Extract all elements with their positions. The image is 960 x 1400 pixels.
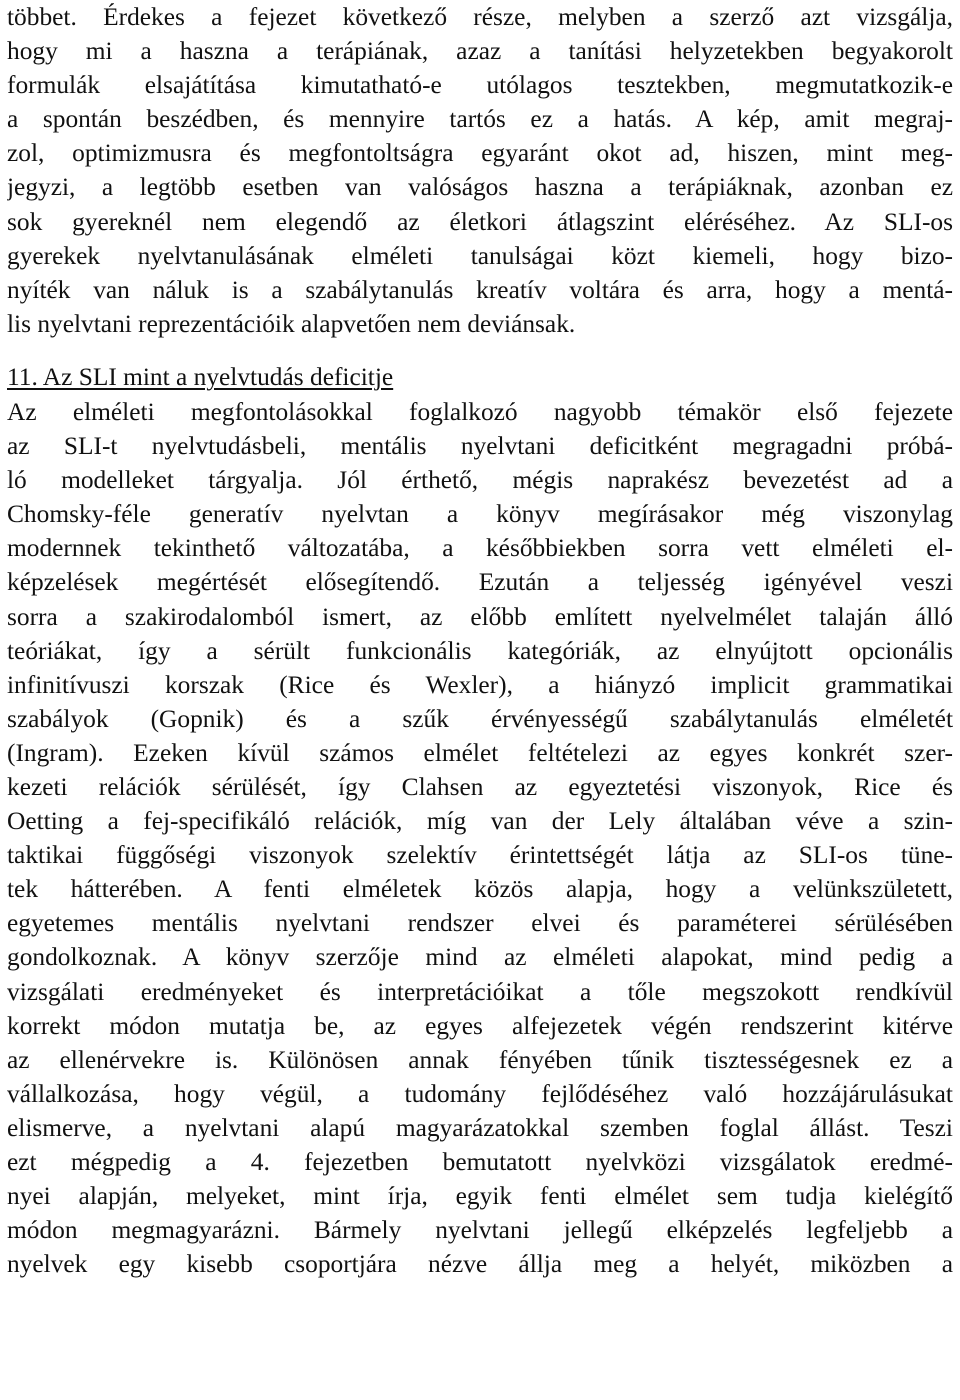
section-heading: [7, 359, 953, 395]
text-line: Oetting a fej-specifikáló relációk, míg van der Lely általában véve a szin-: [7, 807, 953, 836]
text-line: ezt mégpedig a 4. fejezetben bemutatott nyelvközi vizsgálatok eredmé-: [7, 1148, 953, 1176]
text-line: korrekt módon mutatja be, az egyes alfejezetek végén rendszerint kitérve: [7, 1011, 953, 1040]
spacer: [7, 341, 953, 359]
document-page: [7, 0, 953, 1281]
text-line: Chomsky-féle generatív nyelvtan a könyv megírásakor még viszonylag: [7, 500, 953, 529]
text-line: hogy mi a haszna a terápiának, azaz a tanítási helyzetekben begyakorolt: [7, 37, 953, 66]
text-line: formulák elsajátítása kimutatható-e utólagos tesztekben, megmutatkozik-e: [7, 71, 953, 100]
text-line: Az elméleti megfontolásokkal foglalkozó nagyobb témakör első fejezete: [7, 397, 953, 426]
text-line: teóriákat, így a sérült funkcionális kategóriák, az elnyújtott opcionális: [7, 636, 953, 665]
text-line: módon megmagyarázni. Bármely nyelvtani jellegű elképzelés legfeljebb a: [7, 1216, 953, 1245]
section-heading-text: 11. Az SLI mint a nyelvtudás deficitje: [7, 362, 394, 391]
text-line: kezeti relációk sérülését, így Clahsen az egyeztetési viszonyok, Rice és: [7, 772, 953, 801]
text-line: elismerve, a nyelvtani alapú magyarázatokkal szemben foglal állást. Teszi: [7, 1113, 953, 1142]
text-line: nyei alapján, melyeket, mint írja, egyik fenti elmélet sem tudja kielégítő: [7, 1182, 953, 1211]
paragraph-1: [7, 0, 953, 341]
text-line: nyelvek egy kisebb csoportjára nézve állja meg a helyét, miközben a: [7, 1250, 953, 1279]
text-line: képzelések megértését elősegítendő. Ezután a teljesség igényével veszi: [7, 568, 953, 597]
text-line: (Ingram). Ezeken kívül számos elmélet feltételezi az egyes konkrét szer-: [7, 738, 953, 767]
text-line: sorra a szakirodalomból ismert, az előbb említett nyelvelmélet talaján álló: [7, 602, 953, 631]
text-line: jegyzi, a legtöbb esetben van valóságos haszna a terápiáknak, azonban ez: [7, 173, 953, 202]
text-line: az SLI-t nyelvtudásbeli, mentális nyelvtani deficitként megragadni próbá-: [7, 432, 953, 461]
text-line: egyetemes mentális nyelvtani rendszer elvei és paraméterei sérülésében: [7, 909, 953, 938]
text-line: többet. Érdekes a fejezet következő része, melyben a szerző azt vizsgálja,: [7, 3, 953, 31]
text-line: gondolkoznak. A könyv szerzője mind az elméleti alapokat, mind pedig a: [7, 943, 953, 972]
text-line: tek hátterében. A fenti elméletek közös alapja, hogy a velünkszületett,: [7, 875, 953, 904]
text-line: zol, optimizmusra és megfontoltságra egyaránt okot ad, hiszen, mint meg-: [7, 139, 953, 168]
text-line: vizsgálati eredményeket és interpretációikat a tőle megszokott rendkívül: [7, 977, 953, 1006]
text-line: sok gyereknél nem elegendő az életkori átlagszint eléréséhez. Az SLI-os: [7, 207, 953, 236]
text-line: infinitívuszi korszak (Rice és Wexler), a hiányzó implicit grammatikai: [7, 670, 953, 699]
text-line: a spontán beszédben, és mennyire tartós ez a hatás. A kép, amit megraj-: [7, 105, 953, 134]
text-line: nyíték van náluk is a szabálytanulás kreatív voltára és arra, hogy a mentá-: [7, 275, 953, 304]
text-line: szabályok (Gopnik) és a szűk érvényességű szabálytanulás elméletét: [7, 704, 953, 733]
text-line: az ellenérvekre is. Különösen annak fényében tűnik tisztességesnek ez a: [7, 1045, 953, 1074]
text-line: vállalkozása, hogy végül, a tudomány fejlődéséhez való hozzájárulásukat: [7, 1079, 953, 1108]
text-line: lis nyelvtani reprezentációik alapvetően nem deviánsak.: [7, 309, 576, 338]
text-line: taktikai függőségi viszonyok szelektív érintettségét látja az SLI-os tüne-: [7, 841, 953, 870]
text-line: gyerekek nyelvtanulásának elméleti tanulságai közt kiemeli, hogy bizo-: [7, 241, 953, 270]
text-line: modernnek tekinthető változatába, a későbbiekben sorra vett elméleti el-: [7, 534, 953, 563]
text-line: ló modelleket tárgyalja. Jól érthető, mégis naprakész bevezetést ad a: [7, 466, 953, 495]
paragraph-2: [7, 395, 953, 1281]
